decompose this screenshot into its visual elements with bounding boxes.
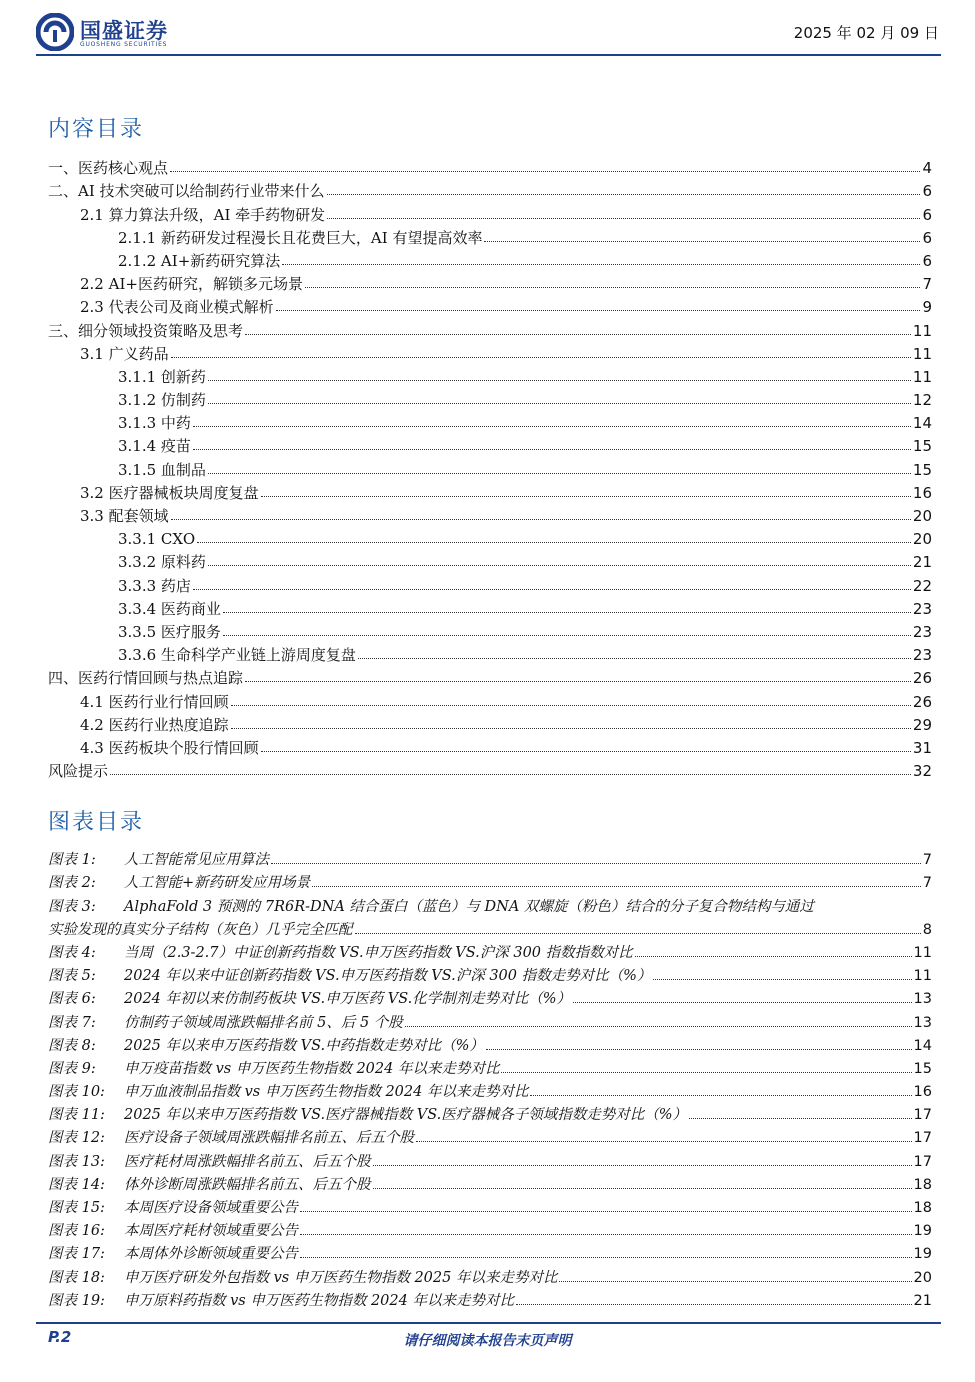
figure-number: 图表 3:: [48, 898, 96, 915]
toc-entry[interactable]: [48, 479, 932, 502]
figure-entry-text: [48, 1083, 530, 1101]
toc-entry[interactable]: [48, 711, 932, 734]
figure-entry-page: 11: [913, 968, 932, 985]
figure-entry-text: [48, 1199, 300, 1217]
toc-entry-label: 二、AI 技术突破可以给制药行业带来什么: [48, 182, 325, 201]
figure-entry[interactable]: [48, 1147, 932, 1170]
figure-entry[interactable]: [48, 1055, 932, 1078]
figure-entry-page: 7: [922, 875, 932, 892]
figure-caption: 申万疫苗指数 vs 申万医药生物指数 2024 年以来走势对比: [124, 1060, 500, 1077]
figure-leader-dots: [559, 1281, 911, 1282]
figure-number: 图表 4:: [48, 944, 96, 961]
figure-number: 图表 17:: [48, 1246, 105, 1263]
disclaimer-note: 请仔细阅读本报告末页声明: [403, 1333, 572, 1349]
figure-entry-page: 16: [913, 1084, 932, 1101]
figure-leader-dots: [573, 1002, 912, 1003]
figure-leader-dots: [312, 886, 921, 887]
toc-entry[interactable]: [48, 409, 932, 432]
table-of-contents: [48, 154, 932, 780]
figure-caption: 本周体外诊断领域重要公告: [124, 1246, 298, 1263]
toc-leader-dots: [110, 774, 911, 775]
toc-entry-label: 3.1.5 血制品: [118, 460, 206, 479]
figure-caption: 申万血液制品指数 vs 申万医药生物指数 2024 年以来走势对比: [124, 1084, 529, 1101]
figure-entry[interactable]: [48, 1032, 932, 1055]
toc-entry[interactable]: [48, 432, 932, 455]
figure-number: 图表 11:: [48, 1107, 105, 1124]
figure-number: 图表 18:: [48, 1269, 105, 1286]
figure-leader-dots: [501, 1072, 911, 1073]
toc-entry-label: 3.1.3 中药: [118, 414, 191, 433]
figure-leader-dots: [300, 1211, 912, 1212]
figure-entry-page: 14: [913, 1037, 932, 1054]
page-header: [0, 0, 975, 60]
figure-entry-text: [48, 990, 573, 1008]
figure-caption: 本周医疗设备领域重要公告: [124, 1200, 298, 1216]
figure-entry-page: 17: [913, 1130, 932, 1147]
figure-entry[interactable]: [48, 1194, 932, 1217]
toc-entry-label: 2.1.2 AI+新药研究算法: [118, 251, 281, 270]
toc-entry[interactable]: [48, 618, 932, 641]
toc-entry-label: 2.1.1 新药研发过程漫长且花费巨大，AI 有望提高效率: [118, 228, 483, 247]
toc-entry-label: 3.3.1 CXO: [118, 530, 196, 549]
toc-leader-dots: [170, 171, 920, 172]
figure-entry-page: 21: [913, 1292, 932, 1309]
figure-entry-page: 13: [913, 1014, 932, 1031]
figure-entry[interactable]: [48, 1008, 932, 1031]
toc-leader-dots: [245, 681, 911, 682]
toc-entry-page: 16: [912, 483, 932, 502]
figure-leader-dots: [689, 1118, 912, 1119]
figure-entry[interactable]: [48, 1263, 932, 1286]
toc-entry-page: 26: [912, 692, 932, 711]
toc-leader-dots: [305, 287, 921, 288]
toc-leader-dots: [197, 542, 911, 543]
figure-entry[interactable]: [48, 1287, 932, 1310]
toc-entry[interactable]: [48, 200, 932, 223]
toc-entry-page: 23: [912, 646, 932, 665]
toc-entry[interactable]: [48, 734, 932, 757]
figure-list-title: 图表目录: [48, 810, 145, 835]
page-number: P.2: [48, 1328, 72, 1346]
toc-entry-label: 3.3.5 医疗服务: [118, 622, 221, 641]
toc-entry[interactable]: [48, 177, 932, 200]
toc-leader-dots: [231, 728, 911, 729]
figure-entry-text: [48, 1060, 501, 1078]
toc-entry-page: 26: [912, 669, 932, 688]
toc-leader-dots: [193, 589, 911, 590]
toc-entry[interactable]: [48, 270, 932, 293]
figure-entry[interactable]: [48, 962, 932, 985]
toc-entry-label: 3.1 广义药品: [80, 344, 169, 363]
figure-leader-dots: [300, 1234, 912, 1235]
toc-entry-label: 3.3.3 药店: [118, 576, 191, 595]
figure-number: 图表 6:: [48, 991, 96, 1008]
toc-entry-label: 2.1 算力算法升级，AI 牵手药物研发: [80, 205, 326, 224]
toc-entry-label: 风险提示: [48, 762, 109, 781]
toc-entry[interactable]: [48, 641, 932, 664]
toc-entry-page: 11: [912, 321, 932, 340]
toc-entry-page: 9: [922, 298, 932, 317]
figure-entry[interactable]: [48, 1101, 932, 1124]
toc-entry-page: 20: [912, 507, 932, 525]
figure-number: 图表 1:: [48, 852, 96, 869]
toc-leader-dots: [245, 334, 911, 335]
figure-entry[interactable]: [48, 869, 932, 892]
figure-caption: 2024 年初以来仿制药板块 VS.申万医药 VS.化学制剂走势对比（%）: [124, 991, 571, 1008]
figure-entry[interactable]: [48, 939, 932, 962]
figure-number: 图表 15:: [48, 1200, 105, 1216]
toc-entry[interactable]: [48, 316, 932, 339]
figure-number: 图表 16:: [48, 1223, 105, 1240]
figure-leader-dots: [486, 1049, 912, 1050]
toc-entry-label: 3.3.6 生命科学产业链上游周度复盘: [118, 646, 356, 665]
toc-entry[interactable]: [48, 525, 932, 548]
figure-leader-dots: [271, 863, 921, 864]
figure-entry-page: 18: [913, 1200, 932, 1216]
figure-entry-page: 11: [913, 944, 932, 961]
figure-number: 图表 5:: [48, 968, 96, 985]
figure-leader-dots: [300, 1257, 912, 1258]
toc-entry-page: 23: [912, 599, 932, 618]
figure-leader-dots: [373, 1165, 912, 1166]
figure-entry[interactable]: [48, 1124, 932, 1147]
figure-caption: 医疗设备子领域周涨跌幅排名前五、后五个股: [124, 1130, 414, 1147]
toc-entry[interactable]: [48, 571, 932, 594]
figure-entry[interactable]: [48, 1171, 932, 1194]
header-divider: [36, 54, 941, 56]
figure-entry-text: [48, 967, 653, 985]
figure-entry-text: [48, 1153, 373, 1171]
toc-entry-page: 14: [912, 414, 932, 433]
figure-entry[interactable]: [48, 892, 932, 915]
toc-entry-label: 3.1.2 仿制药: [118, 391, 206, 410]
toc-entry[interactable]: [48, 687, 932, 710]
toc-leader-dots: [171, 519, 911, 520]
toc-entry-label: 3.1.4 疫苗: [118, 437, 191, 456]
figure-entry-text: [48, 1014, 405, 1032]
toc-entry-page: 6: [922, 228, 932, 247]
figure-list: [48, 846, 932, 1310]
toc-entry[interactable]: [48, 548, 932, 571]
toc-entry-page: 11: [912, 367, 932, 386]
toc-entry-page: 12: [912, 391, 932, 410]
figure-caption: 当周（2.3-2.7）中证创新药指数 VS.申万医药指数 VS.沪深 300 指数指数对比: [124, 944, 633, 961]
figure-leader-dots: [373, 1188, 912, 1189]
figure-entry-page: 8: [922, 921, 932, 938]
toc-leader-dots: [484, 241, 920, 242]
figure-entry-text: [48, 944, 635, 962]
figure-number: 图表 19:: [48, 1292, 105, 1309]
figure-number: 图表 12:: [48, 1130, 105, 1147]
toc-leader-dots: [276, 310, 921, 311]
figure-caption: 医疗耗材周涨跌幅排名前五、后五个股: [124, 1153, 371, 1170]
figure-entry-text: [48, 1037, 486, 1055]
toc-entry-label: 四、医药行情回顾与热点追踪: [48, 669, 244, 688]
figure-caption: 2025 年以来申万医药指数 VS.中药指数走势对比（%）: [124, 1037, 484, 1054]
figure-entry-page: 19: [913, 1223, 932, 1240]
figure-entry[interactable]: [48, 846, 932, 869]
toc-leader-dots: [208, 565, 911, 566]
toc-entry-label: 一、医药核心观点: [48, 159, 169, 178]
figure-entry[interactable]: [48, 1240, 932, 1263]
figure-leader-dots: [416, 1141, 912, 1142]
toc-entry[interactable]: [48, 363, 932, 386]
toc-leader-dots: [208, 380, 911, 381]
toc-entry[interactable]: [48, 386, 932, 409]
toc-entry-page: 6: [922, 205, 932, 224]
figure-leader-dots: [355, 933, 921, 934]
figure-caption: 实验发现的真实分子结构（灰色）几乎完全匹配: [48, 921, 353, 938]
toc-leader-dots: [223, 612, 911, 613]
toc-entry-label: 3.3.2 原料药: [118, 553, 206, 572]
toc-leader-dots: [171, 357, 911, 358]
figure-entry-page: 15: [913, 1060, 932, 1077]
toc-leader-dots: [208, 473, 911, 474]
toc-entry-label: 2.2 AI+医药研究，解锁多元场景: [80, 275, 303, 294]
figure-entry-text: [48, 1245, 300, 1263]
toc-entry-page: 6: [922, 251, 932, 270]
toc-entry[interactable]: [48, 502, 932, 525]
toc-leader-dots: [282, 264, 920, 265]
toc-entry-label: 3.2 医疗器械板块周度复盘: [80, 483, 259, 502]
toc-entry-page: 20: [912, 530, 932, 549]
toc-title: 内容目录: [48, 117, 145, 142]
figure-leader-dots: [405, 1026, 912, 1027]
toc-entry-label: 3.3.4 医药商业: [118, 599, 221, 618]
figure-number: 图表 8:: [48, 1037, 96, 1054]
toc-entry-page: 22: [912, 576, 932, 595]
toc-entry-page: 23: [912, 622, 932, 641]
toc-leader-dots: [193, 449, 911, 450]
toc-entry-page: 7: [922, 275, 932, 294]
toc-entry-page: 4: [922, 159, 932, 178]
toc-entry[interactable]: [48, 595, 932, 618]
toc-entry-page: 21: [912, 553, 932, 572]
toc-entry-label: 2.3 代表公司及商业模式解析: [80, 298, 274, 317]
figure-number: 图表 9:: [48, 1060, 96, 1077]
figure-entry-text: [48, 1176, 373, 1194]
toc-entry[interactable]: [48, 293, 932, 316]
logo-text-cn: 国盛证券: [80, 19, 168, 43]
toc-leader-dots: [223, 635, 911, 636]
toc-entry[interactable]: [48, 247, 932, 270]
figure-leader-dots: [635, 956, 912, 957]
toc-leader-dots: [327, 194, 921, 195]
toc-entry-label: 3.1.1 创新药: [118, 367, 206, 386]
toc-leader-dots: [261, 751, 911, 752]
figure-entry-page: 7: [922, 852, 932, 869]
figure-entry-text: [48, 921, 355, 939]
toc-entry[interactable]: [48, 664, 932, 687]
toc-entry-page: 31: [912, 738, 932, 757]
figure-caption: 体外诊断周涨跌幅排名前五、后五个股: [124, 1176, 371, 1193]
figure-caption: 人工智能+新药研发应用场景: [124, 875, 311, 892]
figure-entry-page: 19: [913, 1246, 932, 1263]
figure-leader-dots: [516, 1304, 912, 1305]
figure-caption: 本周医疗耗材领域重要公告: [124, 1223, 298, 1240]
figure-caption: 2025 年以来申万医药指数 VS.医疗器械指数 VS.医疗器械各子领域指数走势对比（%）: [124, 1107, 687, 1124]
toc-entry[interactable]: [48, 757, 932, 780]
figure-entry-text: [48, 1269, 559, 1287]
figure-number: 图表 2:: [48, 875, 96, 892]
figure-entry-text: [48, 874, 312, 892]
figure-number: 图表 14:: [48, 1176, 105, 1193]
figure-entry[interactable]: [48, 1217, 932, 1240]
figure-entry-page: 20: [913, 1269, 932, 1286]
toc-leader-dots: [327, 218, 920, 219]
toc-entry-label: 4.1 医药行业行情回顾: [80, 692, 229, 711]
toc-entry[interactable]: [48, 455, 932, 478]
figure-entry-page: 17: [913, 1107, 932, 1124]
toc-leader-dots: [261, 496, 911, 497]
figure-number: 图表 7:: [48, 1014, 96, 1031]
figure-entry-text: [48, 1292, 516, 1310]
company-logo-icon: [36, 13, 74, 51]
toc-entry-label: 4.2 医药行业热度追踪: [80, 715, 229, 734]
figure-entry[interactable]: [48, 985, 932, 1008]
figure-caption: 2024 年以来中证创新药指数 VS.申万医药指数 VS.沪深 300 指数走势对比（%）: [124, 968, 652, 985]
toc-leader-dots: [208, 403, 911, 404]
toc-entry-label: 3.3 配套领域: [80, 507, 169, 525]
figure-caption: 人工智能常见应用算法: [124, 852, 269, 869]
toc-leader-dots: [193, 426, 911, 427]
toc-entry-page: 15: [912, 460, 932, 479]
figure-entry-text: [48, 1129, 416, 1147]
figure-entry-text: [48, 898, 932, 916]
figure-leader-dots: [653, 979, 911, 980]
toc-entry-page: 15: [912, 437, 932, 456]
toc-leader-dots: [231, 705, 911, 706]
figure-entry-page: 18: [913, 1176, 932, 1193]
figure-caption: 仿制药子领域周涨跌幅排名前 5、后 5 个股: [124, 1014, 403, 1031]
company-logo: [36, 13, 196, 51]
figure-entry-text: [48, 851, 271, 869]
toc-entry-page: 11: [912, 344, 932, 363]
figure-entry[interactable]: [48, 916, 932, 939]
figure-caption: 申万原料药指数 vs 申万医药生物指数 2024 年以来走势对比: [124, 1292, 514, 1309]
footer-divider: [36, 1322, 941, 1324]
toc-entry-label: 三、细分领域投资策略及思考: [48, 321, 244, 340]
figure-entry-text: [48, 1222, 300, 1240]
toc-leader-dots: [358, 658, 911, 659]
toc-entry-page: 29: [912, 715, 932, 734]
figure-caption: AlphaFold 3 预测的 7R6R-DNA 结合蛋白（蓝色）与 DNA 双螺旋（粉色）结合的分子复合物结构与通过: [124, 898, 814, 915]
figure-caption: 申万医疗研发外包指数 vs 申万医药生物指数 2025 年以来走势对比: [124, 1269, 558, 1286]
logo-text-en: GUOSHENG SECURITIES: [80, 41, 168, 48]
toc-entry[interactable]: [48, 154, 932, 177]
figure-number: 图表 13:: [48, 1153, 105, 1170]
toc-entry-page: 32: [912, 762, 932, 781]
figure-entry-page: 17: [913, 1153, 932, 1170]
figure-leader-dots: [530, 1095, 911, 1096]
figure-entry-text: [48, 1106, 689, 1124]
toc-entry[interactable]: [48, 224, 932, 247]
figure-number: 图表 10:: [48, 1084, 105, 1101]
toc-entry[interactable]: [48, 340, 932, 363]
figure-entry[interactable]: [48, 1078, 932, 1101]
toc-entry-page: 6: [922, 182, 932, 201]
report-date: 2025 年 02 月 09 日: [793, 24, 939, 42]
toc-entry-label: 4.3 医药板块个股行情回顾: [80, 738, 259, 757]
figure-entry-page: 13: [913, 991, 932, 1008]
